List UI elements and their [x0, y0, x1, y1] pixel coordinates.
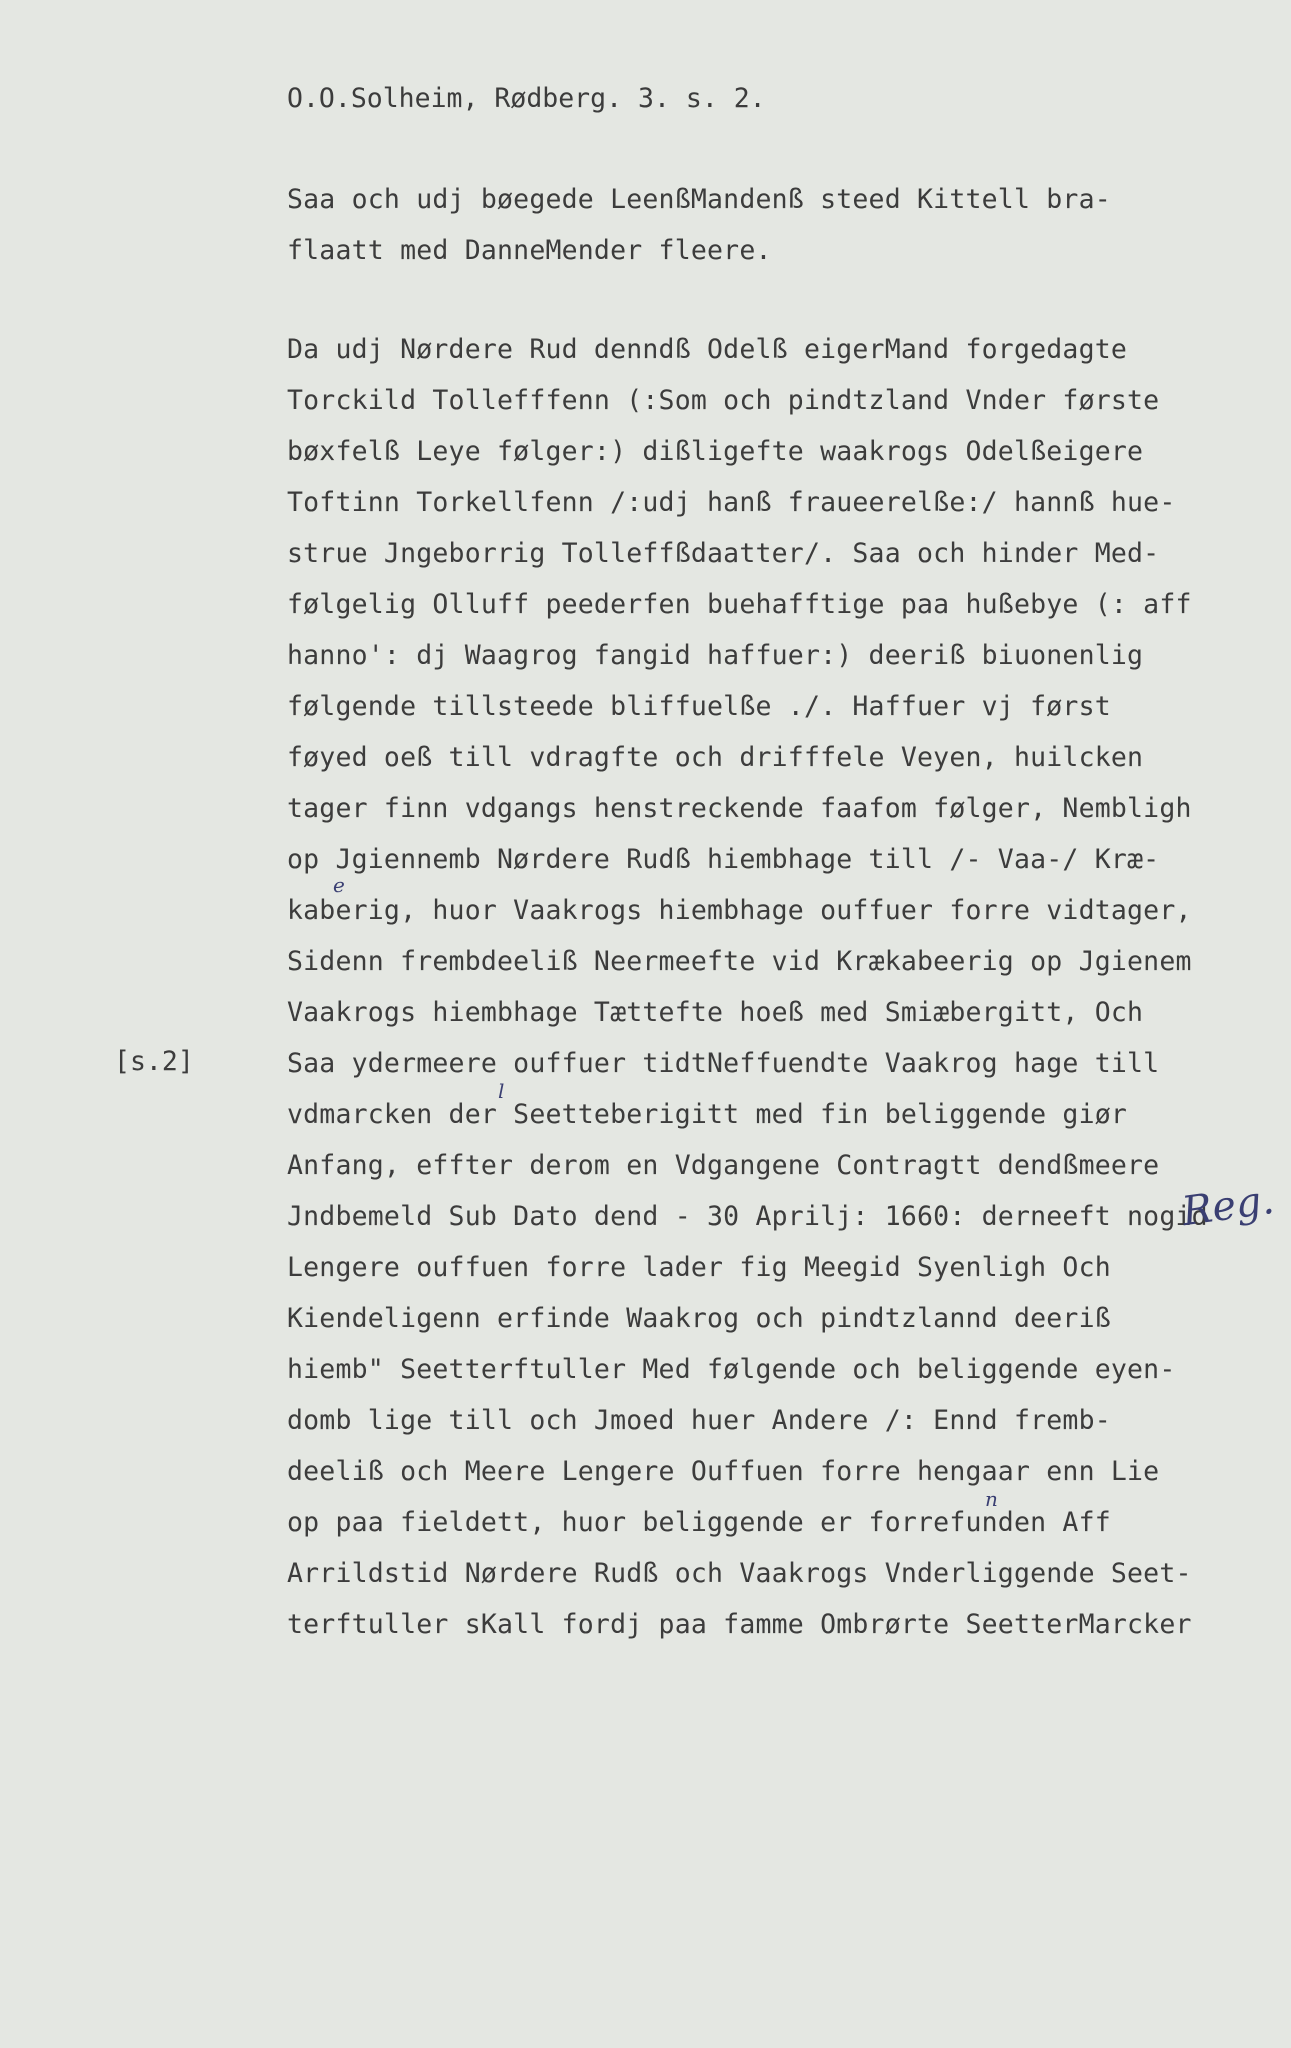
paragraph2-line: vdmarcken der Seetteberigitt med fin beliggende giør	[287, 1099, 1128, 1130]
paragraph2-line: bøxfelß Leye følger:) dißligefte waakrogs Odelßeigere	[287, 436, 1144, 467]
paragraph2-line: følgende tillsteede bliffuelße ./. Haffuer vj først	[287, 691, 1111, 722]
paragraph2-line: kaberig, huor Vaakrogs hiembhage ouffuer forre vidtager,	[287, 895, 1192, 926]
paragraph2-line: følgelig Olluff peederfen buehafftige paa hußebye (: aff	[287, 589, 1192, 620]
paragraph2-line: føyed oeß till vdragfte och drifffele Veyen, huilcken	[287, 742, 1144, 773]
paragraph2-line: hiemb" Seetterftuller Med følgende och beliggende eyen-	[287, 1354, 1176, 1385]
paragraph2-line: hanno': dj Waagrog fangid haffuer:) deeriß biuonenlig	[287, 640, 1144, 671]
paragraph2-line: op Jgiennemb Nørdere Rudß hiembhage till /- Vaa-/ Kræ-	[287, 844, 1160, 875]
paragraph2-line: Lengere ouffuen forre lader fig Meegid Syenligh Och	[287, 1252, 1111, 1283]
paragraph2-line: strue Jngeborrig Tolleffßdaatter/. Saa och hinder Med-	[287, 538, 1160, 569]
paragraph2-line: Sidenn frembdeeliß Neermeefte vid Krækabeerig op Jgienem	[287, 946, 1192, 977]
paragraph1-line: Saa och udj bøegede LeenßMandenß steed Kittell bra-	[287, 184, 1111, 215]
paragraph2-line: Kiendeligenn erfinde Waakrog och pindtzlannd deeriß	[287, 1303, 1111, 1334]
paragraph2-line: Anfang, effter derom en Vdgangene Contragtt dendßmeere	[287, 1150, 1160, 1181]
handwritten-margin-note: Reg.	[1179, 1176, 1277, 1236]
handwritten-insertion: e	[333, 873, 345, 897]
handwritten-insertion: n	[985, 1487, 998, 1511]
paragraph1-line: flaatt med DanneMender fleere.	[287, 235, 772, 266]
paragraph2-line: deeliß och Meere Lengere Ouffuen forre hengaar enn Lie	[287, 1456, 1160, 1487]
paragraph2-line: Saa ydermeere ouffuer tidtNeffuendte Vaakrog hage till	[287, 1048, 1160, 1079]
paragraph2-line: Da udj Nørdere Rud denndß Odelß eigerMand forgedagte	[287, 334, 1128, 365]
paragraph2-line: Vaakrogs hiembhage Tættefte hoeß med Smiæbergitt, Och	[287, 997, 1144, 1028]
paragraph2-line: domb lige till och Jmoed huer Andere /: Ennd fremb-	[287, 1405, 1111, 1436]
page-marker-label: [s.2]	[114, 1046, 194, 1077]
paragraph2-line: Torckild Tollefffenn (:Som och pindtzland Vnder første	[287, 385, 1160, 416]
paragraph2-line: op paa fieldett, huor beliggende er forrefunden Aff	[287, 1507, 1111, 1538]
handwritten-insertion: l	[498, 1079, 505, 1103]
paragraph2-line: Jndbemeld Sub Dato dend - 30 Aprilj: 1660: derneeft nogid	[287, 1201, 1208, 1232]
paragraph2-line: terftuller sKall fordj paa famme Ombrørte SeetterMarcker	[287, 1609, 1192, 1640]
page-header: O.O.Solheim, Rødberg. 3. s. 2.	[287, 83, 766, 114]
paragraph2-line: Toftinn Torkellfenn /:udj hanß fraueerelße:/ hannß hue-	[287, 487, 1176, 518]
paragraph2-line: tager finn vdgangs henstreckende faafom følger, Nembligh	[287, 793, 1192, 824]
paragraph2-line: Arrildstid Nørdere Rudß och Vaakrogs Vnderliggende Seet-	[287, 1558, 1192, 1589]
